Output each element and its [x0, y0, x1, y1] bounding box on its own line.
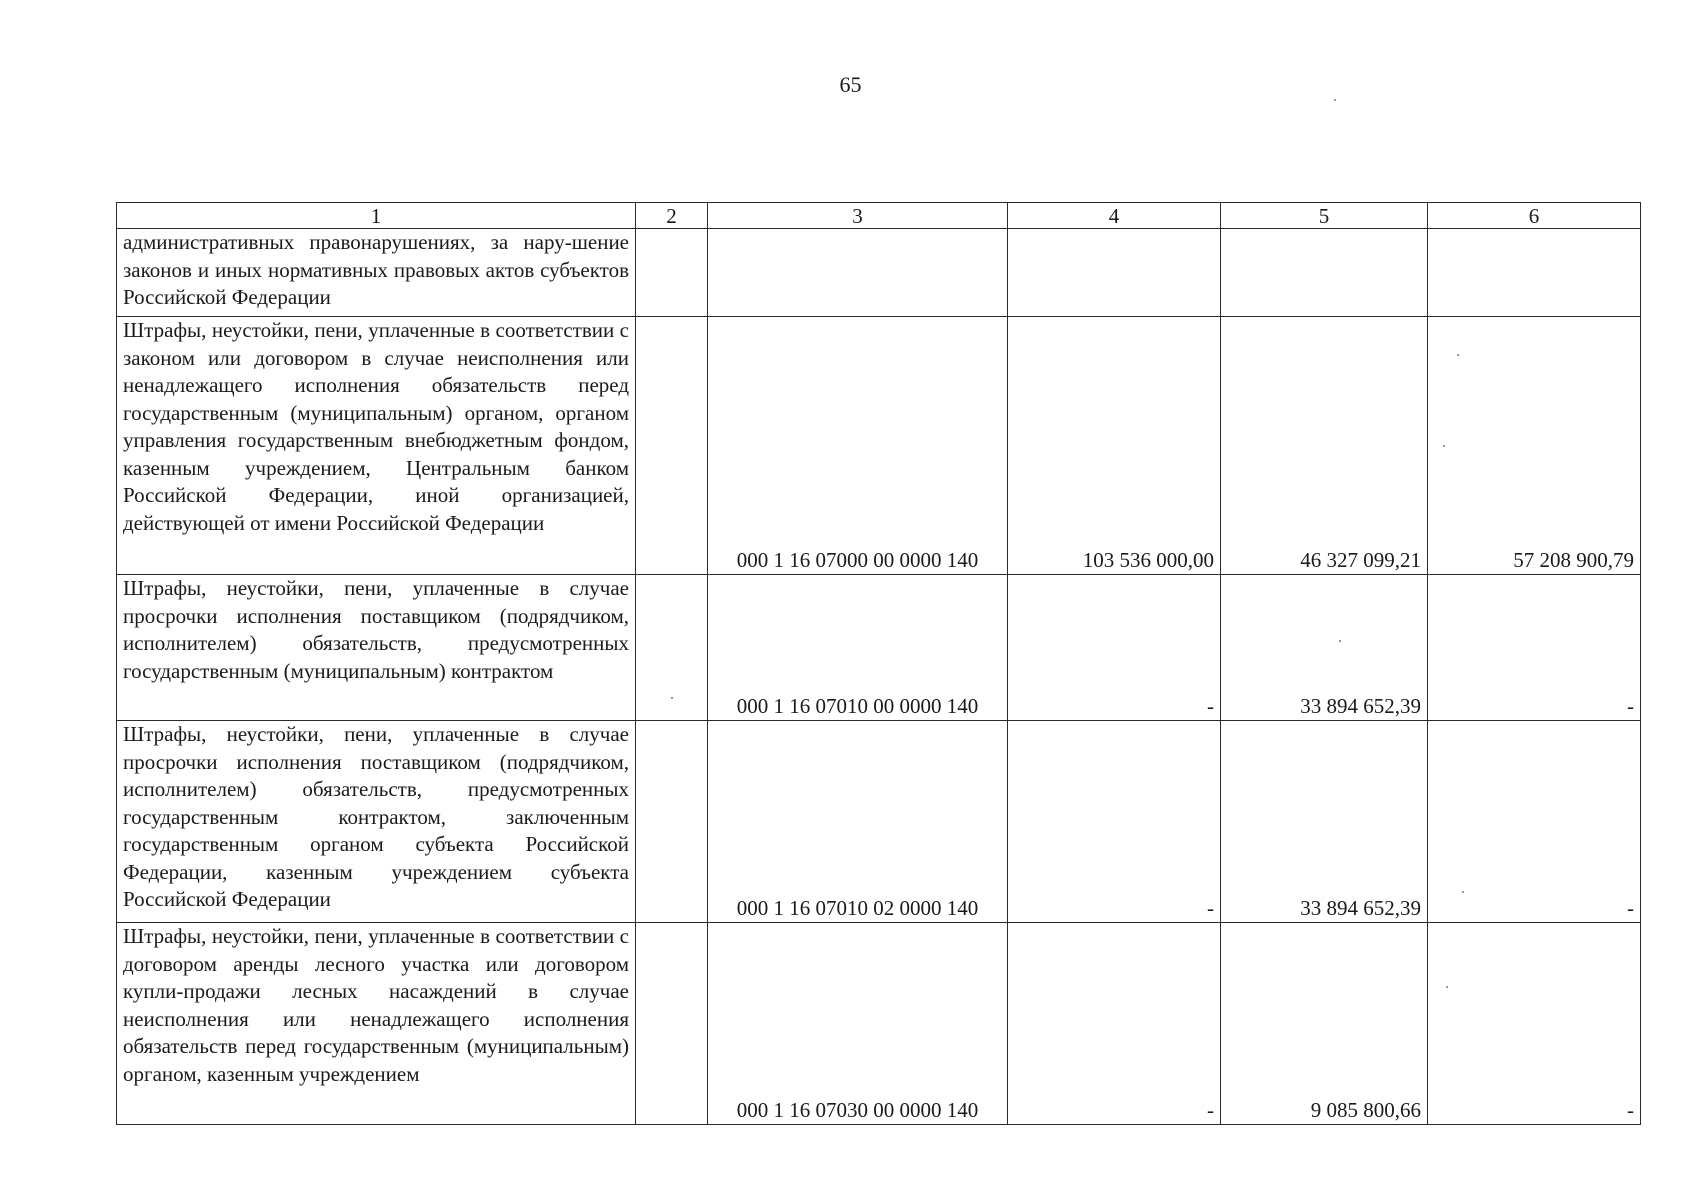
row-col5 — [1221, 229, 1428, 317]
scan-speck — [1339, 640, 1341, 642]
col-header-3: 3 — [708, 203, 1008, 229]
col-header-2: 2 — [636, 203, 708, 229]
row-code: 000 1 16 07010 00 0000 140 — [708, 575, 1008, 721]
row-col4: - — [1008, 575, 1221, 721]
row-code: 000 1 16 07000 00 0000 140 — [708, 317, 1008, 575]
table-row — [117, 317, 1641, 575]
row-name: Штрафы, неустойки, пени, уплаченные в соответствии с законом или договором в случае неисполнения или ненадлежащего исполнения обязательств перед государственным (муниципальным) органом, органом управления государственным внебюджетным фондом, казенным учреждением, Центральным банком Российской Федерации, иной организацией, действующей от имени Российской Федерации — [117, 317, 636, 575]
row-col4: 103 536 000,00 — [1008, 317, 1221, 575]
row-col4: - — [1008, 721, 1221, 923]
col-header-6: 6 — [1428, 203, 1641, 229]
col-header-4: 4 — [1008, 203, 1221, 229]
page-number: 65 — [839, 72, 862, 97]
scan-speck — [1446, 986, 1448, 988]
revenue-table — [116, 202, 1641, 1125]
row-col2 — [636, 923, 708, 1125]
scan-speck — [1334, 99, 1336, 101]
row-col6: 57 208 900,79 — [1428, 317, 1641, 575]
table-row — [117, 229, 1641, 317]
scan-speck — [1443, 445, 1445, 447]
row-col2 — [636, 721, 708, 923]
row-col5: 33 894 652,39 — [1221, 575, 1428, 721]
row-name: Штрафы, неустойки, пени, уплаченные в случае просрочки исполнения поставщиком (подрядчиком, исполнителем) обязательств, предусмотренных государственным контрактом, заключенным государственным органом субъекта Российской Федерации, казенным учреждением субъекта Российской Федерации — [117, 721, 636, 923]
scan-speck — [1462, 891, 1464, 893]
row-col6: - — [1428, 923, 1641, 1125]
row-col6: - — [1428, 721, 1641, 923]
col-header-5: 5 — [1221, 203, 1428, 229]
row-col4 — [1008, 229, 1221, 317]
header-row — [117, 203, 1641, 229]
row-name: административных правонарушениях, за нару-шение законов и иных нормативных правовых актов субъектов Российской Федерации — [117, 229, 636, 317]
row-col2 — [636, 317, 708, 575]
row-col2 — [636, 229, 708, 317]
scan-speck — [671, 697, 673, 699]
row-code: 000 1 16 07030 00 0000 140 — [708, 923, 1008, 1125]
table-row — [117, 721, 1641, 923]
row-name: Штрафы, неустойки, пени, уплаченные в случае просрочки исполнения поставщиком (подрядчиком, исполнителем) обязательств, предусмотренных государственным (муниципальным) контрактом — [117, 575, 636, 721]
row-col6: - — [1428, 575, 1641, 721]
scan-speck — [1457, 354, 1459, 356]
row-col5: 33 894 652,39 — [1221, 721, 1428, 923]
row-code: 000 1 16 07010 02 0000 140 — [708, 721, 1008, 923]
row-col5: 46 327 099,21 — [1221, 317, 1428, 575]
row-name: Штрафы, неустойки, пени, уплаченные в соответствии с договором аренды лесного участка или договором купли-продажи лесных насаждений в случае неисполнения или ненадлежащего исполнения обязательств перед государственным (муниципальным) органом, казенным учреждением — [117, 923, 636, 1125]
row-col6 — [1428, 229, 1641, 317]
row-col5: 9 085 800,66 — [1221, 923, 1428, 1125]
table-row — [117, 923, 1641, 1125]
col-header-1: 1 — [117, 203, 636, 229]
row-col4: - — [1008, 923, 1221, 1125]
table-row — [117, 575, 1641, 721]
row-code — [708, 229, 1008, 317]
